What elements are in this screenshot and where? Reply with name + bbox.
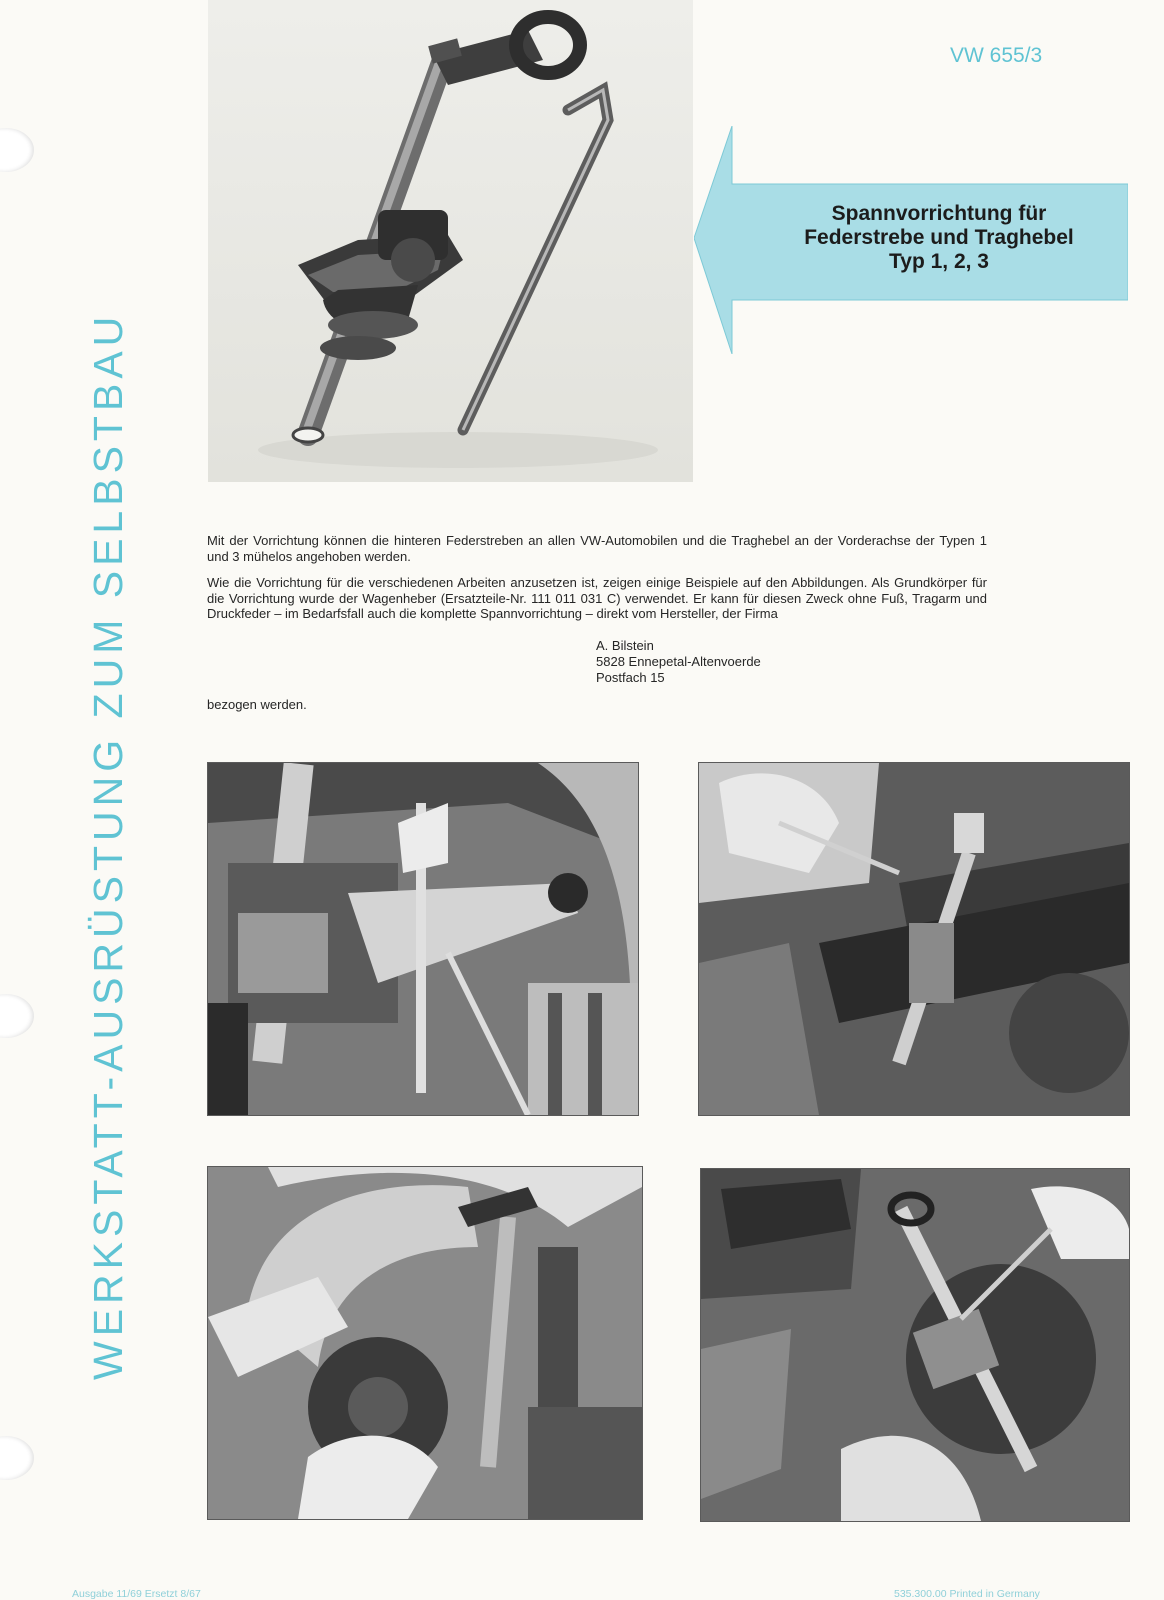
callout-line-2: Federstrebe und Traghebel [804, 226, 1074, 249]
address-line-3: Postfach 15 [596, 670, 665, 685]
photo-strut-hands [698, 762, 1130, 1116]
footer-edition: Ausgabe 11/69 Ersetzt 8/67 [72, 1588, 201, 1600]
address-block [596, 638, 761, 686]
punch-hole-bottom [0, 1436, 34, 1480]
tool-photo [208, 0, 693, 482]
photo-front-axle-hands [207, 1166, 643, 1520]
punch-hole-top [0, 128, 34, 172]
title-arrow-callout [694, 126, 1128, 354]
address-line-2: 5828 Ennepetal-Altenvoerde [596, 654, 761, 669]
callout-title [754, 202, 1124, 274]
address-line-1: A. Bilstein [596, 638, 654, 653]
document-number: VW 655/3 [950, 44, 1043, 67]
photo-rear-strut [207, 762, 639, 1116]
footer-print-info: 535.300.00 Printed in Germany [894, 1588, 1040, 1600]
body-paragraph-1: Mit der Vorrichtung können die hinteren Federstreben an allen VW-Automobilen und die Traghebel an der Vorderachse der Typen 1 und 3 mühelos angehoben werden. [207, 533, 987, 564]
body-closing: bezogen werden. [207, 697, 307, 712]
callout-line-3: Typ 1, 2, 3 [889, 250, 989, 273]
body-paragraph-2: Wie die Vorrichtung für die verschiedenen Arbeiten anzusetzen ist, zeigen einige Beispiele auf den Abbildungen. Als Grundkörper für die Vorrichtung wurde der Wagenheber (Ersatzteile-Nr. 111 011 031 C) verwendet. Er kann für diesen Zweck ohne Fuß, Tragarm und Druckfeder – im Bedarfsfall auch die komplette Spannvorrichtung – direkt vom Hersteller, der Firma [207, 575, 987, 621]
vertical-series-title: WERKSTATT-AUSRÜSTUNG ZUM SELBSTBAU [85, 311, 131, 1380]
callout-line-1: Spannvorrichtung für [831, 202, 1047, 225]
punch-hole-middle [0, 994, 34, 1038]
photo-traghebel-hands [700, 1168, 1130, 1522]
